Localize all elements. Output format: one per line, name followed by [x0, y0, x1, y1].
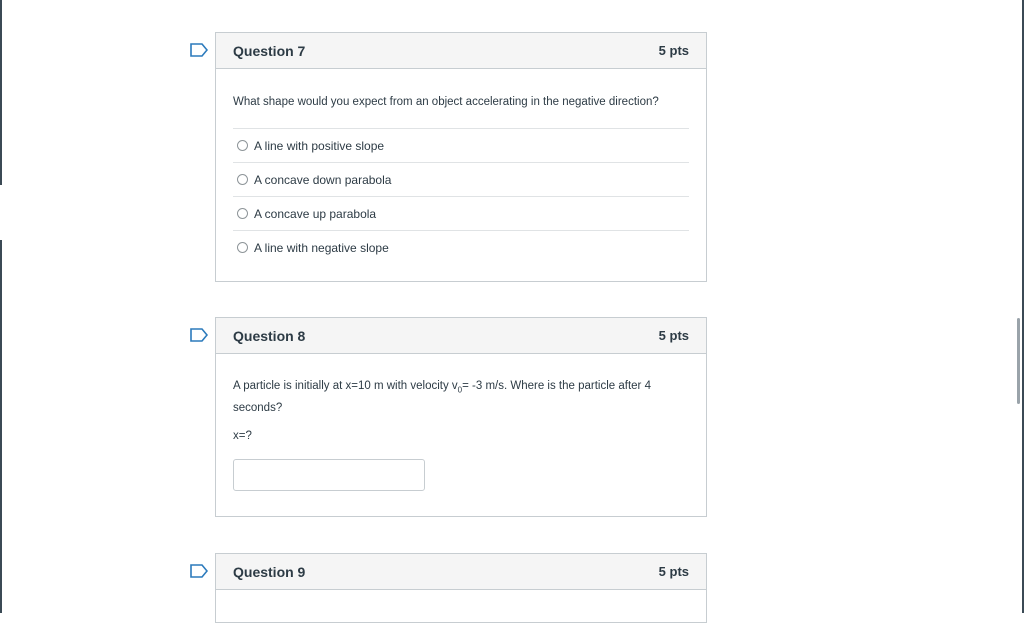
question-card-7: [215, 32, 707, 282]
scrollbar-thumb[interactable]: [1017, 318, 1020, 404]
flag-question-icon[interactable]: [190, 43, 208, 57]
question-body: [216, 354, 706, 491]
subscript: 0: [457, 385, 463, 395]
window-edge-left: [0, 0, 2, 185]
question-points: 5 pts: [658, 328, 689, 343]
radio-button[interactable]: [237, 140, 248, 151]
answer-label[interactable]: A line with negative slope: [254, 240, 389, 255]
window-edge-left-lower: [0, 240, 2, 613]
question-points: 5 pts: [658, 43, 689, 58]
flag-question-icon[interactable]: [190, 328, 208, 342]
answer-option[interactable]: [233, 230, 689, 264]
question-title: Question 7: [233, 42, 306, 59]
question-body: [216, 69, 706, 264]
answer-input-wrap: [233, 459, 689, 491]
question-text: What shape would you expect from an object accelerating in the negative direction?: [233, 96, 659, 108]
question-title: Question 9: [233, 563, 306, 580]
answer-option[interactable]: [233, 128, 689, 162]
question-header: [216, 554, 706, 590]
question-card-8: [215, 317, 707, 517]
question-text: [233, 354, 673, 417]
answer-input[interactable]: [233, 459, 425, 491]
question-header: [216, 33, 706, 69]
question-points: 5 pts: [658, 564, 689, 579]
answer-list: [233, 128, 689, 264]
question-text-part: A particle is initially at x=10 m with velocity v: [233, 380, 458, 392]
answer-label[interactable]: A concave down parabola: [254, 172, 392, 187]
radio-button[interactable]: [237, 242, 248, 253]
answer-option[interactable]: [233, 162, 689, 196]
answer-label[interactable]: A line with positive slope: [254, 138, 385, 153]
question-title: Question 8: [233, 327, 306, 344]
flag-question-icon[interactable]: [190, 564, 208, 578]
question-header: [216, 318, 706, 354]
answer-option[interactable]: [233, 196, 689, 230]
radio-button[interactable]: [237, 174, 248, 185]
question-text-part: = -3 m/s. Where is the particle after 4 seconds?: [233, 380, 651, 415]
answer-label[interactable]: A concave up parabola: [254, 206, 377, 221]
question-prompt: x=?: [233, 430, 252, 443]
radio-button[interactable]: [237, 208, 248, 219]
